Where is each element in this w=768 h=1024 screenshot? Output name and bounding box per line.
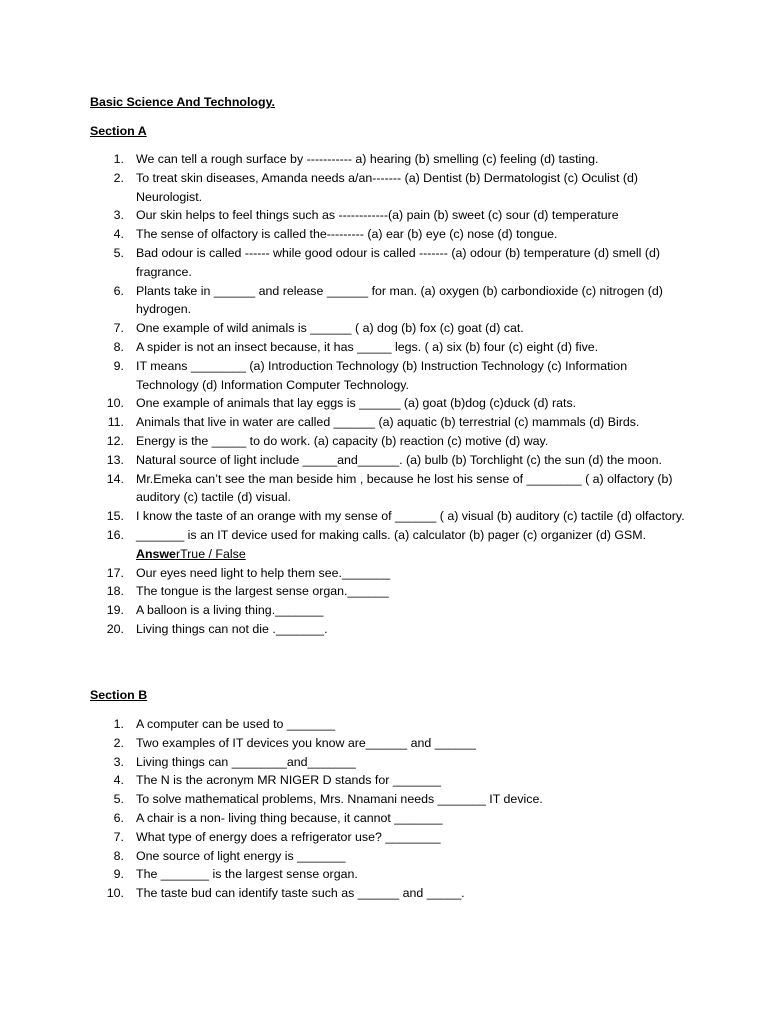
- question-item: 2. To treat skin diseases, Amanda needs a/an------- (a) Dentist (b) Dermatologist (c) Oculist (d) Neurologist.: [113, 170, 638, 204]
- question-item: 10. One example of animals that lay eggs is ______ (a) goat (b)dog (c)duck (d) rats.: [106, 396, 577, 411]
- question-item: 3. Our skin helps to feel things such as ------------(a) pain (b) sweet (c) sour (d) temperature: [113, 208, 619, 223]
- question-item: 9. IT means ________ (a) Introduction Technology (b) Instruction Technology (c) Information Technology (d) Information Computer Technology.: [113, 358, 628, 392]
- question-item: 3. Living things can ________and_______: [113, 754, 356, 769]
- document-title: Basic Science And Technology.: [90, 95, 275, 109]
- question-item: 11. Animals that live in water are called ______ (a) aquatic (b) terrestrial (c) mammals (d) Birds.: [107, 415, 640, 430]
- section-b-question-list: [0, 715, 690, 903]
- section-a-question-list: [0, 150, 690, 639]
- question-item: 5. To solve mathematical problems, Mrs. Nnamani needs _______ IT device.: [113, 792, 543, 807]
- question-item: 17. Our eyes need light to help them see._______: [106, 565, 391, 580]
- question-item: 1. We can tell a rough surface by ----------- a) hearing (b) smelling (c) feeling (d) tasting.: [113, 152, 599, 166]
- question-item: 7. What type of energy does a refrigerator use? ________: [113, 829, 441, 844]
- question-item: 6. A chair is a non- living thing because, it cannot _______: [113, 810, 443, 825]
- question-item: 13. Natural source of light include _____and______. (a) bulb (b) Torchlight (c) the sun (d) the moon.: [106, 452, 662, 467]
- question-item: 4. The N is the acronym MR NIGER D stands for _______: [113, 773, 442, 788]
- question-item: 8. One source of light energy is _______: [113, 848, 346, 863]
- section-a-heading: Section A: [90, 124, 147, 138]
- question-item: 20. Living things can not die ._______.: [106, 621, 328, 636]
- question-item: 6. Plants take in ______ and release ______ for man. (a) oxygen (b) carbondioxide (c) nitrogen (d) hydrogen.: [113, 283, 663, 317]
- question-item: 10. The taste bud can identify taste such as ______ and _____.: [106, 886, 465, 901]
- true-false-subheading: AnswerTrue / False: [136, 546, 246, 561]
- question-item: 4. The sense of olfactory is called the--------- (a) ear (b) eye (c) nose (d) tongue.: [113, 227, 558, 242]
- question-item: 1. A computer can be used to _______: [113, 717, 336, 731]
- question-item: 5. Bad odour is called ------ while good odour is called ------- (a) odour (b) temperature (d) smell (d) fragrance.: [113, 245, 661, 279]
- section-b-heading: Section B: [90, 688, 148, 702]
- question-item: 2. Two examples of IT devices you know are______ and ______: [113, 735, 477, 750]
- question-item: 14. Mr.Emeka can’t see the man beside him , because he lost his sense of ________ ( a) olfactory (b) auditory (c) tactile (d) visual.: [106, 471, 673, 505]
- question-item: 8. A spider is not an insect because, it has _____ legs. ( a) six (b) four (c) eight (d) five.: [113, 339, 599, 354]
- question-item: 18. The tongue is the largest sense organ.______: [106, 584, 389, 599]
- question-item: 19. A balloon is a living thing._______: [106, 603, 324, 618]
- question-item: 9. The _______ is the largest sense organ.: [113, 867, 358, 882]
- question-item: 12. Energy is the _____ to do work. (a) capacity (b) reaction (c) motive (d) way.: [106, 433, 549, 448]
- question-item: 16. _______ is an IT device used for making calls. (a) calculator (b) pager (c) organizer (d) GSM.: [106, 527, 647, 542]
- question-item: 15. I know the taste of an orange with my sense of ______ ( a) visual (b) auditory (c) tactile (d) olfactory.: [106, 509, 685, 524]
- question-item: 7. One example of wild animals is ______ ( a) dog (b) fox (c) goat (d) cat.: [113, 321, 524, 336]
